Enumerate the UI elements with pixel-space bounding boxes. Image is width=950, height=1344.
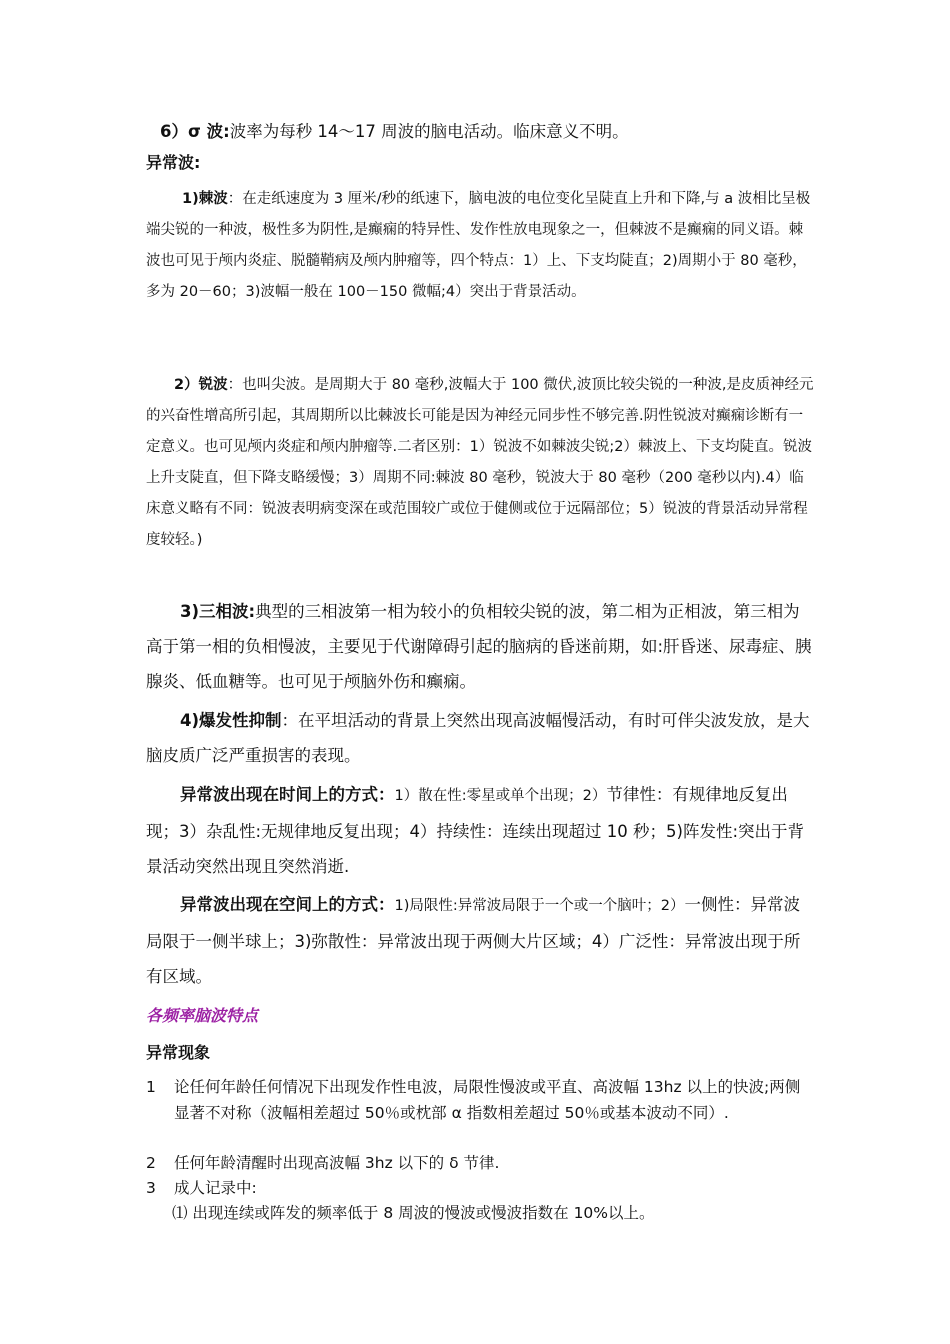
- list-item-number: 3: [146, 1179, 156, 1197]
- phenomena-heading-block: [146, 1040, 814, 1063]
- time-pattern-label: 异常波出现在时间上的方式：: [180, 785, 395, 804]
- spike-paragraph: [146, 184, 814, 308]
- abnormal-heading: 异常波:: [146, 153, 201, 172]
- list-item-text: 成人记录中:: [174, 1179, 257, 1197]
- triphasic-paragraph: [146, 594, 814, 699]
- section-title: 各频率脑波特点: [146, 1006, 259, 1025]
- time-pattern-paragraph: [146, 777, 814, 884]
- time-pattern-text-small: 1）散在性:零星或单个出现；2）: [394, 788, 607, 804]
- spike-label: 1)棘波: [182, 191, 228, 207]
- space-pattern-paragraph: [146, 887, 814, 994]
- list-item-number: 2: [146, 1154, 156, 1172]
- space-pattern-label: 异常波出现在空间上的方式：: [180, 895, 395, 914]
- sharp-paragraph: [146, 370, 814, 556]
- list-item: [146, 1150, 806, 1176]
- phenomena-heading: 异常现象: [146, 1043, 211, 1062]
- space-pattern-text-small: 1)局限性:异常波局限于一个或一个脑叶；2）: [394, 898, 685, 914]
- sub-list-item-text: ⑴ 出现连续或阵发的频率低于 8 周波的慢波或慢波指数在 10%以上。: [172, 1204, 655, 1222]
- sub-list-item: [172, 1200, 812, 1226]
- list-item-text: 任何年龄清醒时出现高波幅 3hz 以下的 δ 节律.: [174, 1154, 500, 1172]
- sigma-paragraph: [146, 114, 814, 149]
- list-item: [146, 1175, 806, 1201]
- list-item: [146, 1074, 806, 1126]
- abnormal-heading-block: [146, 150, 814, 173]
- burst-label: 4)爆发性抑制: [180, 711, 282, 730]
- list-item-number: 1: [146, 1078, 156, 1096]
- triphasic-label: 3)三相波:: [180, 602, 256, 621]
- triphasic-text: 典型的三相波第一相为较小的负相较尖锐的波，第二相为正相波，第三相为高于第一相的负相慢波，主要见于代谢障碍引起的脑病的昏迷前期，如:肝昏迷、尿毒症、胰腺炎、低血糖等。也可见于颅脑外伤和癫痫。: [146, 602, 812, 691]
- sharp-label: 2）锐波: [174, 377, 228, 393]
- list-item-text: 论任何年龄任何情况下出现发作性电波，局限性慢波或平直、高波幅 13hz 以上的快波;两侧显著不对称（波幅相差超过 50％或枕部 α 指数相差超过 50％或基本波动不同）.: [174, 1078, 801, 1122]
- sigma-text: 波率为每秒 14～17 周波的脑电活动。临床意义不明。: [229, 122, 629, 141]
- sharp-text: ：也叫尖波。是周期大于 80 毫秒,波幅大于 100 微伏,波顶比较尖锐的一种波,是皮质神经元的兴奋性增高所引起，其周期所以比棘波长可能是因为神经元同步性不够完善.阴性锐波对癫痫诊断有一定意义。也可见颅内炎症和颅内肿瘤等.二者区别：1）锐波不如棘波尖锐;2）棘波上、下支均陡直。锐波上升支陡直，但下降支略缓慢；3）周期不同:棘波 80 毫秒，锐波大于 80 毫秒（200 毫秒以内).4）临床意义略有不同：锐波表明病变深在或范围较广或位于健侧或位于远隔部位；5）锐波的背景活动异常程度较轻。): [146, 377, 814, 548]
- time-pattern-text: 节律性：有规律地反复出现；3）杂乱性:无规律地反复出现；4）持续性：连续出现超过 10 秒；5)阵发性:突出于背景活动突然出现且突然消逝.: [146, 785, 805, 876]
- sigma-label: 6）σ 波:: [160, 122, 230, 141]
- burst-text: ：在平坦活动的背景上突然出现高波幅慢活动，有时可伴尖波发放，是大脑皮质广泛严重损害的表现。: [146, 711, 810, 765]
- space-pattern-text: 一侧性：异常波局限于一侧半球上；3)弥散性：异常波出现于两侧大片区域；4）广泛性：异常波出现于所有区域。: [146, 895, 801, 986]
- spike-text: ：在走纸速度为 3 厘米/秒的纸速下，脑电波的电位变化呈陡直上升和下降,与 a 波相比呈极端尖锐的一种波，极性多为阴性,是癫痫的特异性、发作性放电现象之一，但棘波不是癫痫的同义语。棘波也可见于颅内炎症、脱髓鞘病及颅内肿瘤等，四个特点：1）上、下支均陡直；2)周期小于 80 毫秒，多为 20－60；3)波幅一般在 100－150 微幅;4）突出于背景活动。: [146, 191, 811, 300]
- section-title-block: [146, 1003, 814, 1026]
- burst-paragraph: [146, 703, 814, 773]
